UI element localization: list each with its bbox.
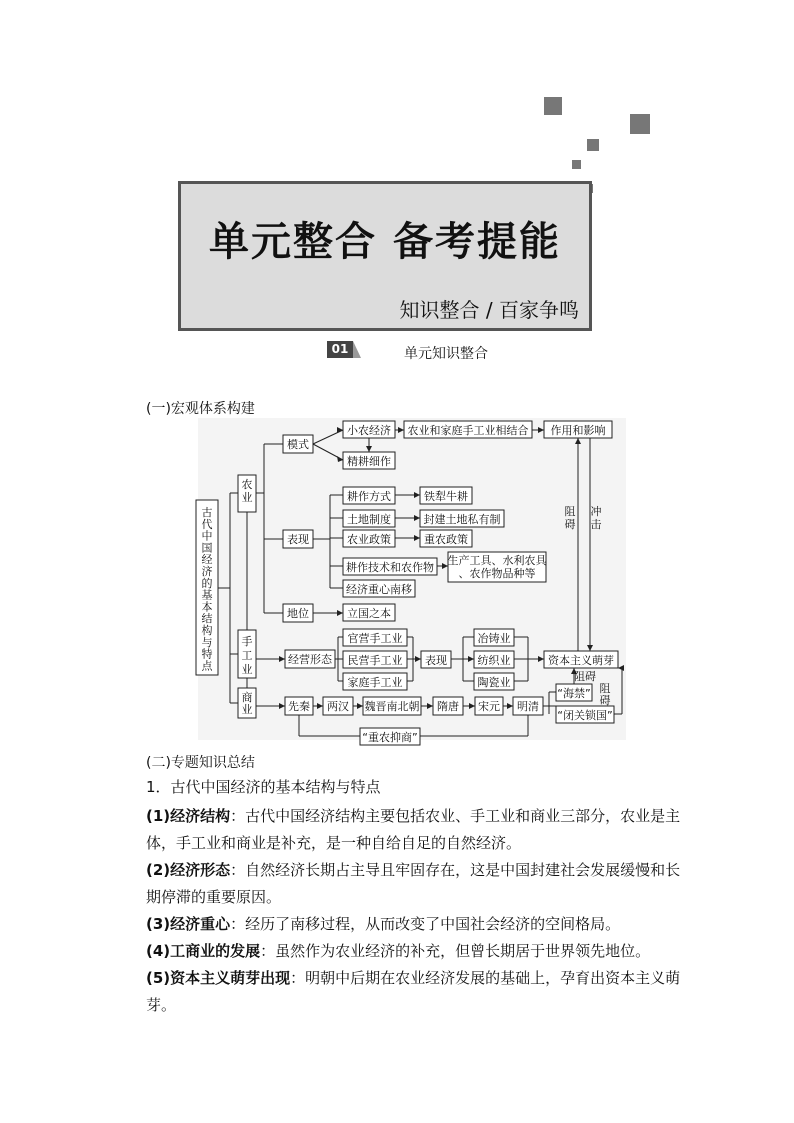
diagram-label-manifest2: 表现: [425, 654, 447, 667]
point-label: (3)经济重心: [146, 915, 231, 933]
diagram-label-sea-ban: “海禁”: [557, 687, 591, 700]
diagram-label-suitang: 隋唐: [437, 700, 459, 713]
diagram-label-effect: 作用和影响: [550, 424, 606, 437]
diagram-label-center-shift: 经济重心南移: [346, 583, 412, 596]
diagram-label-textile: 纺织业: [477, 654, 511, 667]
diagram-label-tools: 生产工具、水利农具、农作物品种等: [447, 554, 547, 580]
point-5: [146, 965, 686, 1019]
diagram-label-hinder: 阻碍: [564, 505, 576, 531]
diagram-label-agriculture: 农业: [241, 478, 253, 504]
diagram-label-intensive: 精耕细作: [347, 455, 391, 468]
point-text: ：古代中国经济结构主要包括农业、手工业和商业三部分，农业是主体，手工业和商业是补充，是一种自给自足的自然经济。: [146, 807, 681, 852]
diagram-label-manifest: 表现: [287, 533, 309, 546]
banner-title: 单元整合 备考提能: [209, 219, 561, 265]
diagram-label-impact: 冲击: [590, 505, 602, 531]
diagram-label-mingqing: 明清: [517, 700, 539, 713]
diagram-label-land-system: 土地制度: [347, 513, 391, 526]
diagram-label-official: 官营手工业: [347, 632, 403, 645]
point-text: ：虽然作为农业经济的补充，但曾长期居于世界领先地位。: [260, 942, 651, 960]
point-label: (1)经济结构: [146, 807, 231, 825]
diagram-label-household: 家庭手工业: [347, 676, 403, 689]
diagram-label-xianqin: 先秦: [288, 700, 310, 713]
section-number-badge: 01: [327, 341, 353, 358]
point-label: (4)工商业的发展: [146, 942, 261, 960]
diagram-label-foundation: 立国之本: [347, 607, 391, 620]
point-label: (2)经济形态: [146, 861, 231, 879]
diagram-label-hinder3: 阻碍: [599, 682, 611, 707]
diagram-label-small-farm: 小农经济: [347, 424, 391, 437]
point-label: (5)资本主义萌芽出现: [146, 969, 291, 987]
diagram-label-status: 地位: [287, 607, 309, 620]
banner-subtitle: 知识整合 / 百家争鸣: [399, 298, 579, 322]
diagram-label-iron-plough: 铁犁牛耕: [424, 490, 468, 503]
diagram-label-ceramics: 陶瓷业: [477, 676, 511, 689]
diagram-label-farming-method: 耕作方式: [347, 490, 391, 503]
point-2: [146, 857, 686, 911]
point-3: [146, 911, 686, 938]
diagram-label-policy: “重农抑商”: [362, 731, 418, 744]
diagram-label-root: 古代中国经济的基本结构与特点: [201, 506, 213, 673]
diagram-label-combination: 农业和家庭手工业相结合: [407, 424, 529, 437]
section-title: 单元知识整合: [404, 346, 488, 362]
diagram-label-han: 两汉: [327, 700, 349, 713]
point-1: [146, 803, 686, 857]
part1-heading: (一)宏观体系构建: [146, 401, 255, 417]
point-text: ：明朝中后期在农业经济发展的基础上，孕育出资本主义萌芽。: [146, 969, 681, 1014]
diagram-label-weijin: 魏晋南北朝: [364, 700, 420, 713]
part2-heading: (二)专题知识总结: [146, 755, 255, 771]
diagram-label-mode: 模式: [287, 438, 309, 451]
diagram-label-metallurgy: 冶铸业: [477, 632, 511, 645]
diagram-label-feudal-land: 封建土地私有制: [423, 513, 501, 526]
item1-heading: 1．古代中国经济的基本结构与特点: [146, 778, 381, 796]
point-4: [146, 938, 686, 965]
diagram-label-hinder2: 阻碍: [574, 670, 596, 683]
point-text: ：经历了南移过程，从而改变了中国社会经济的空间格局。: [230, 915, 621, 933]
diagram-label-agri-emphasis: 重农政策: [424, 533, 468, 546]
diagram-label-operation-form: 经营形态: [288, 653, 332, 666]
diagram-label-handicraft: 手工业: [241, 635, 253, 676]
diagram-label-tech: 耕作技术和农作物: [346, 561, 434, 574]
diagram-label-closed-door: “闭关锁国”: [557, 709, 613, 722]
diagram-label-private: 民营手工业: [347, 654, 403, 667]
diagram-label-songyuan: 宋元: [478, 700, 500, 713]
point-text: ：自然经济长期占主导且牢固存在，这是中国封建社会发展缓慢和长期停滞的重要原因。: [146, 861, 681, 906]
diagram-label-agri-policy: 农业政策: [347, 533, 391, 546]
diagram-label-commerce: 商业: [241, 691, 253, 716]
diagram-label-capitalism: 资本主义萌芽: [548, 654, 614, 667]
